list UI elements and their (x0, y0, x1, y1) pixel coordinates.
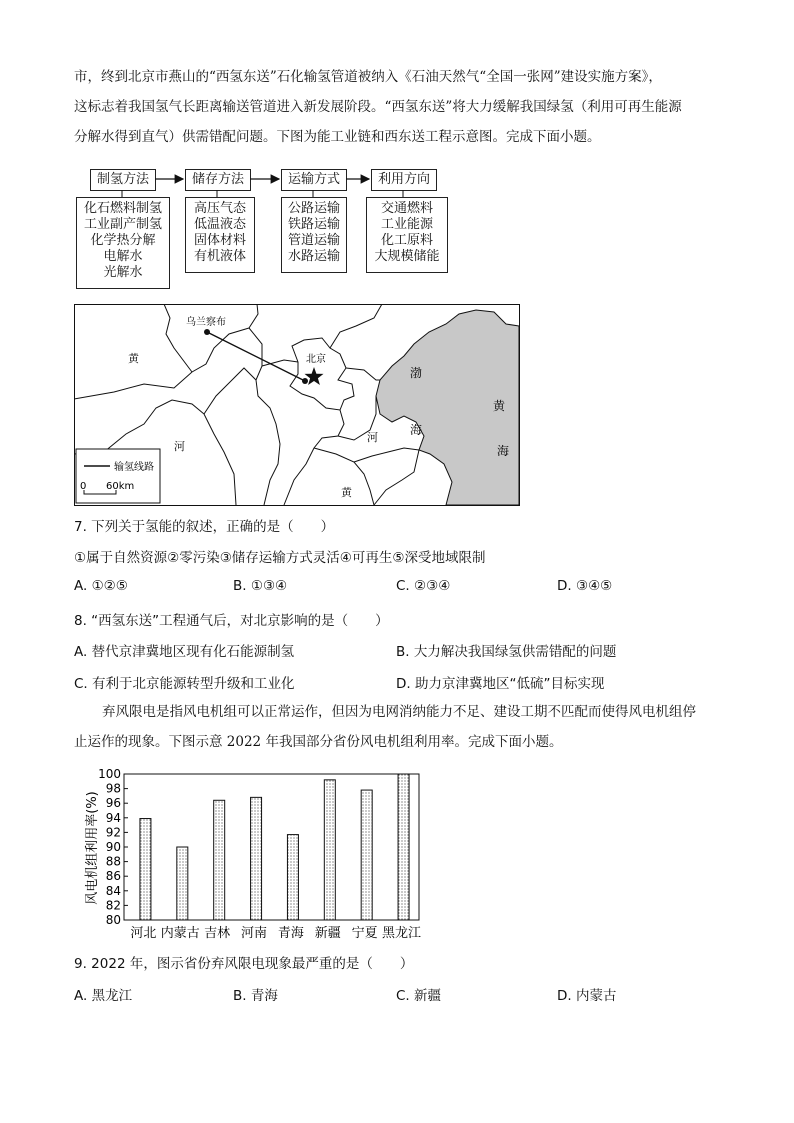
q7-statements: ①属于自然资源②零污染③储存运输方式灵活④可再生⑤深受地域限制 (74, 550, 486, 566)
wind-utilization-chart (74, 762, 444, 944)
intro-line-1: 市，终到北京市燕山的“西氢东送”石化输氢管道被纳入《石油天然气“全国一张网”建设实施方案》， (74, 69, 662, 85)
q9-option-c[interactable]: C. 新疆 (396, 988, 442, 1004)
y-tick-label: 92 (105, 825, 121, 840)
bar-河北 (140, 819, 151, 920)
legend-label: 输氢线路 (114, 462, 154, 473)
chart-y-axis-label: 风电机组利用率(%) (85, 791, 100, 905)
map-label-river: 河 (174, 440, 185, 453)
q8-option-a[interactable]: A. 替代京津冀地区现有化石能源制氢 (74, 644, 295, 660)
x-tick-label: 吉林 (204, 926, 231, 941)
intro-line-2: 这标志着我国氢气长距离输送管道进入新发展阶段。“西氢东送”将大力缓解我国绿氢（利用可再生能源 (74, 99, 682, 115)
y-tick-label: 84 (105, 883, 121, 898)
y-tick-label: 90 (105, 840, 121, 854)
flow-item: 电解水 (103, 249, 143, 264)
bar-内蒙古 (177, 847, 188, 920)
q9-option-d[interactable]: D. 内蒙古 (557, 988, 617, 1004)
flow-item: 管道运输 (287, 233, 340, 248)
bar-宁夏 (361, 790, 372, 920)
q7-option-c[interactable]: C. ②③④ (396, 578, 451, 594)
para2-line-1: 弃风限电是指风电机组可以正常运作，但因为电网消纳能力不足、建设工期不匹配而使得风电机组停 (102, 704, 696, 720)
map-label-river: 河 (367, 431, 378, 444)
bar-新疆 (324, 780, 335, 920)
x-tick-label: 新疆 (314, 926, 341, 941)
map-label-river: 黄 (128, 352, 139, 365)
scale-km: 60km (106, 481, 135, 492)
scale-zero: 0 (80, 481, 87, 492)
y-tick-label: 86 (105, 869, 121, 884)
map-label-river: 黄 (341, 486, 352, 499)
flow-item: 固体材料 (193, 233, 246, 248)
y-tick-label: 100 (98, 767, 121, 781)
bar-青海 (287, 835, 298, 920)
q8-stem: 8. “西氢东送”工程通气后，对北京影响的是（ ） (74, 613, 389, 629)
flow-item: 交通燃料 (380, 201, 433, 216)
q7-option-d[interactable]: D. ③④⑤ (557, 578, 613, 594)
flow-item: 光解水 (103, 265, 143, 280)
map-label-bohai: 海 (410, 423, 423, 437)
x-tick-label: 宁夏 (351, 926, 378, 941)
flow-item: 公路运输 (287, 201, 340, 216)
map-label-yellow-sea: 海 (497, 444, 510, 458)
x-tick-label: 内蒙古 (160, 926, 200, 941)
q8-option-c[interactable]: C. 有利于北京能源转型升级和工业化 (74, 676, 295, 692)
flow-header-usage: 利用方向 (371, 169, 437, 191)
x-tick-label: 河北 (130, 926, 157, 941)
q8-option-b[interactable]: B. 大力解决我国绿氢供需错配的问题 (396, 644, 617, 660)
flow-item: 化石燃料制氢 (83, 201, 162, 216)
map-label-beijing: 北京 (306, 354, 326, 365)
map-label-ulanqab: 乌兰察布 (186, 317, 226, 328)
ulanqab-dot (204, 329, 210, 335)
flow-item: 水路运输 (287, 249, 340, 264)
flow-item: 低温液态 (193, 217, 246, 232)
chart-plot-area (98, 767, 421, 941)
y-tick-label: 82 (105, 898, 121, 913)
flow-item: 高压气态 (193, 201, 246, 216)
y-tick-label: 80 (105, 913, 121, 927)
x-tick-label: 青海 (277, 926, 304, 941)
flow-header-production: 制氢方法 (90, 169, 156, 191)
q7-stem: 7. 下列关于氢能的叙述，正确的是（ ） (74, 519, 335, 535)
map-label-bohai: 渤 (410, 366, 423, 380)
x-tick-label: 河南 (241, 926, 268, 941)
bar-河南 (251, 797, 262, 920)
pipeline-map (74, 304, 520, 506)
map-legend (76, 449, 160, 503)
q9-option-a[interactable]: A. 黑龙江 (74, 988, 133, 1004)
intro-line-3: 分解水得到直气）供需错配问题。下图为能工业链和西东送工程示意图。完成下面小题。 (74, 129, 601, 145)
para2-line-2: 止运作的现象。下图示意 2022 年我国部分省份风电机组利用率。完成下面小题。 (74, 734, 563, 750)
y-tick-label: 88 (105, 854, 121, 869)
bar-黑龙江 (398, 774, 409, 920)
flow-header-transport: 运输方式 (281, 169, 347, 191)
flow-item: 有机液体 (193, 249, 246, 264)
q7-option-b[interactable]: B. ①③④ (233, 578, 288, 594)
beijing-dot (302, 378, 308, 384)
y-tick-label: 94 (105, 810, 121, 825)
y-tick-label: 96 (105, 796, 121, 811)
bar-吉林 (214, 800, 225, 920)
q8-option-d[interactable]: D. 助力京津冀地区“低硫”目标实现 (396, 676, 605, 692)
y-tick-label: 98 (105, 781, 121, 796)
flow-header-storage: 储存方法 (185, 169, 251, 191)
flow-arrows (0, 0, 794, 300)
flow-item: 铁路运输 (287, 217, 340, 232)
chart-frame (124, 774, 419, 920)
flow-item: 大规模储能 (374, 249, 440, 264)
q9-stem: 9. 2022 年，图示省份弃风限电现象最严重的是（ ） (74, 956, 414, 972)
q9-option-b[interactable]: B. 青海 (233, 988, 278, 1004)
q7-option-a[interactable]: A. ①②⑤ (74, 578, 128, 594)
flow-item: 工业副产制氢 (83, 217, 162, 232)
flow-item: 化学热分解 (90, 233, 156, 248)
x-tick-label: 黑龙江 (382, 926, 422, 941)
flow-item: 化工原料 (380, 233, 433, 248)
map-label-yellow-sea: 黄 (493, 399, 506, 413)
flow-item: 工业能源 (380, 217, 433, 232)
